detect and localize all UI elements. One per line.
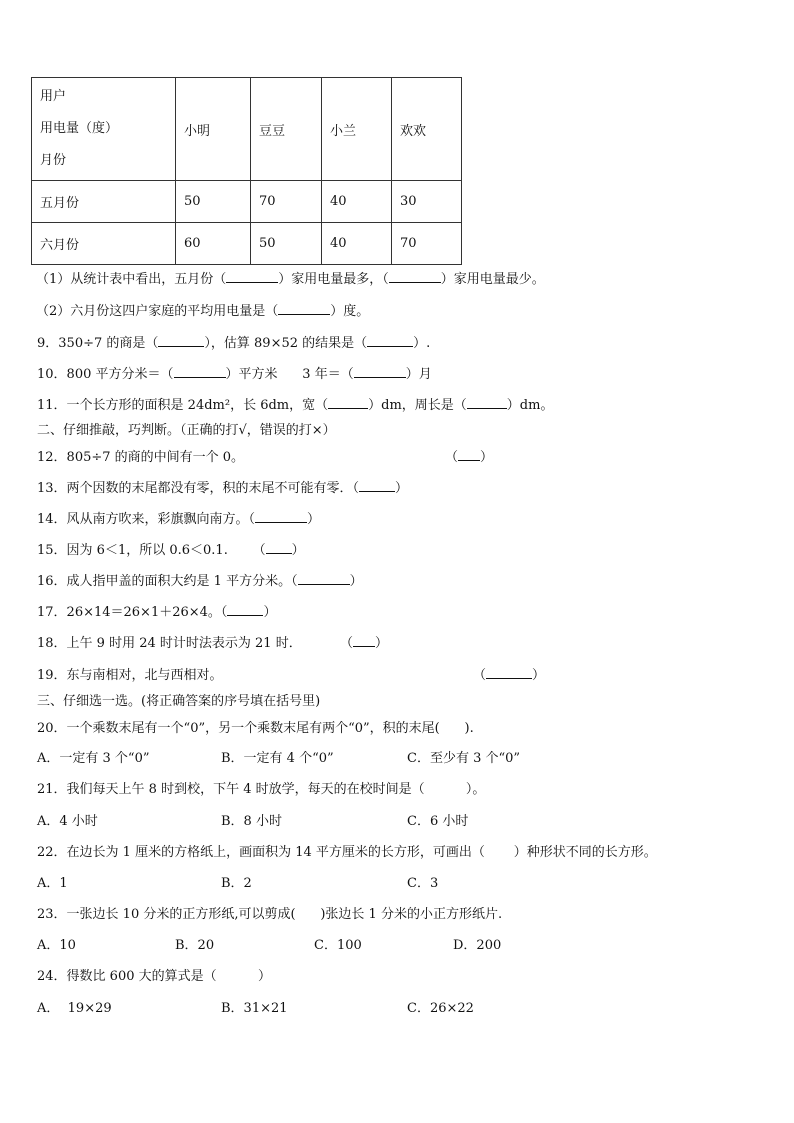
column-header: 小兰: [322, 78, 392, 181]
option-c[interactable]: C．26×22: [407, 1001, 474, 1016]
table-row: [32, 223, 462, 265]
question-21-stem: 21．我们每天上午 8 时到校，下午 4 时放学，每天的在校时间是（ ）。: [37, 782, 486, 797]
row-label: 五月份: [32, 181, 176, 223]
answer-blank[interactable]: [458, 449, 480, 461]
option-b[interactable]: B．一定有 4 个“0”: [221, 751, 334, 766]
table-cell: 70: [251, 181, 322, 223]
table-cell: 70: [392, 223, 462, 265]
question-18: 18．上午 9 时用 24 时计时法表示为 21 时．: [37, 636, 302, 651]
table-cell: 30: [392, 181, 462, 223]
answer-blank[interactable]: [298, 573, 350, 585]
table-row: [32, 181, 462, 223]
table-header-row: [32, 78, 462, 181]
section-2-heading: 二、仔细推敲，巧判断。（正确的打√，错误的打×）: [37, 423, 336, 438]
column-header: 豆豆: [251, 78, 322, 181]
option-a[interactable]: A．4 小时: [37, 814, 98, 829]
answer-bracket: （ ）: [473, 668, 546, 683]
question-10: 10．800 平方分米＝（ ）平方米 3 年＝（ ）月: [37, 367, 432, 382]
question-16: 16．成人指甲盖的面积大约是 1 平方分米。（ ）: [37, 574, 363, 589]
answer-blank[interactable]: [389, 271, 441, 283]
table-corner-header: [32, 78, 176, 181]
option-b[interactable]: B．20: [175, 938, 215, 953]
question-13: 13．两个因数的末尾都没有零，积的末尾不可能有零．（ ）: [37, 481, 409, 496]
electricity-usage-table: [31, 77, 462, 265]
header-row-label: 用户: [40, 89, 67, 104]
table-cell: 50: [251, 223, 322, 265]
option-a[interactable]: A．1: [37, 876, 68, 891]
answer-blank[interactable]: [467, 397, 507, 409]
answer-blank[interactable]: [174, 366, 226, 378]
question-8-part-2: （2）六月份这四户家庭的平均用电量是（ ）度。: [36, 304, 370, 319]
question-19: 19．东与南相对，北与西相对。: [37, 668, 223, 683]
answer-blank[interactable]: [227, 604, 263, 616]
answer-blank[interactable]: [255, 511, 307, 523]
answer-bracket: （ ）: [340, 636, 389, 651]
answer-blank[interactable]: [486, 667, 532, 679]
header-col-label: 月份: [40, 153, 67, 168]
header-unit-label: 用电量（度）: [40, 121, 119, 136]
answer-blank[interactable]: [353, 635, 375, 647]
option-c[interactable]: C．100: [314, 938, 362, 953]
question-11: 11．一个长方形的面积是 24dm²，长 6dm，宽（ ）dm，周长是（ ）dm。: [37, 398, 554, 413]
column-header: 欢欢: [392, 78, 462, 181]
answer-bracket: （ ）: [445, 450, 494, 465]
option-c[interactable]: C．至少有 3 个“0”: [407, 751, 521, 766]
answer-blank[interactable]: [278, 303, 330, 315]
answer-blank[interactable]: [266, 542, 292, 554]
answer-blank[interactable]: [354, 366, 406, 378]
answer-blank[interactable]: [226, 271, 278, 283]
answer-blank[interactable]: [328, 397, 368, 409]
question-14: 14．风从南方吹来，彩旗飘向南方。（ ）: [37, 512, 321, 527]
column-header: 小明: [176, 78, 251, 181]
answer-blank[interactable]: [359, 480, 395, 492]
question-20-stem: 20．一个乘数末尾有一个“0”，另一个乘数末尾有两个“0”，积的末尾( ).: [37, 721, 474, 736]
option-a[interactable]: A． 19×29: [37, 1001, 112, 1016]
answer-blank[interactable]: [367, 335, 413, 347]
table-cell: 60: [176, 223, 251, 265]
section-3-heading: 三、仔细选一选。(将正确答案的序号填在括号里): [37, 694, 321, 709]
option-b[interactable]: B．2: [221, 876, 252, 891]
question-8-part-1: （1）从统计表中看出，五月份（ ）家用电量最多，（ ）家用电量最少。: [36, 272, 545, 287]
answer-blank[interactable]: [158, 335, 204, 347]
option-a[interactable]: A．10: [37, 938, 76, 953]
option-b[interactable]: B．8 小时: [221, 814, 282, 829]
option-a[interactable]: A．一定有 3 个“0”: [37, 751, 150, 766]
row-label: 六月份: [32, 223, 176, 265]
question-24-stem: 24．得数比 600 大的算式是（ ）: [37, 969, 271, 984]
option-c[interactable]: C．3: [407, 876, 439, 891]
table-cell: 50: [176, 181, 251, 223]
question-17: 17．26×14＝26×1＋26×4。（ ）: [37, 605, 277, 620]
question-12: 12．805÷7 的商的中间有一个 0。: [37, 450, 245, 465]
question-15: 15．因为 6＜1，所以 0.6＜0.1. （ ）: [37, 543, 305, 558]
table-cell: 40: [322, 223, 392, 265]
question-22-stem: 22．在边长为 1 厘米的方格纸上，画面积为 14 平方厘米的长方形，可画出（ ）种形状不同的长方形。: [37, 845, 657, 860]
table-cell: 40: [322, 181, 392, 223]
option-d[interactable]: D．200: [453, 938, 502, 953]
question-23-stem: 23．一张边长 10 分米的正方形纸,可以剪成( )张边长 1 分米的小正方形纸片.: [37, 907, 503, 922]
option-c[interactable]: C．6 小时: [407, 814, 469, 829]
question-9: 9．350÷7 的商是（ ），估算 89×52 的结果是（ ）.: [37, 336, 431, 351]
option-b[interactable]: B．31×21: [221, 1001, 288, 1016]
